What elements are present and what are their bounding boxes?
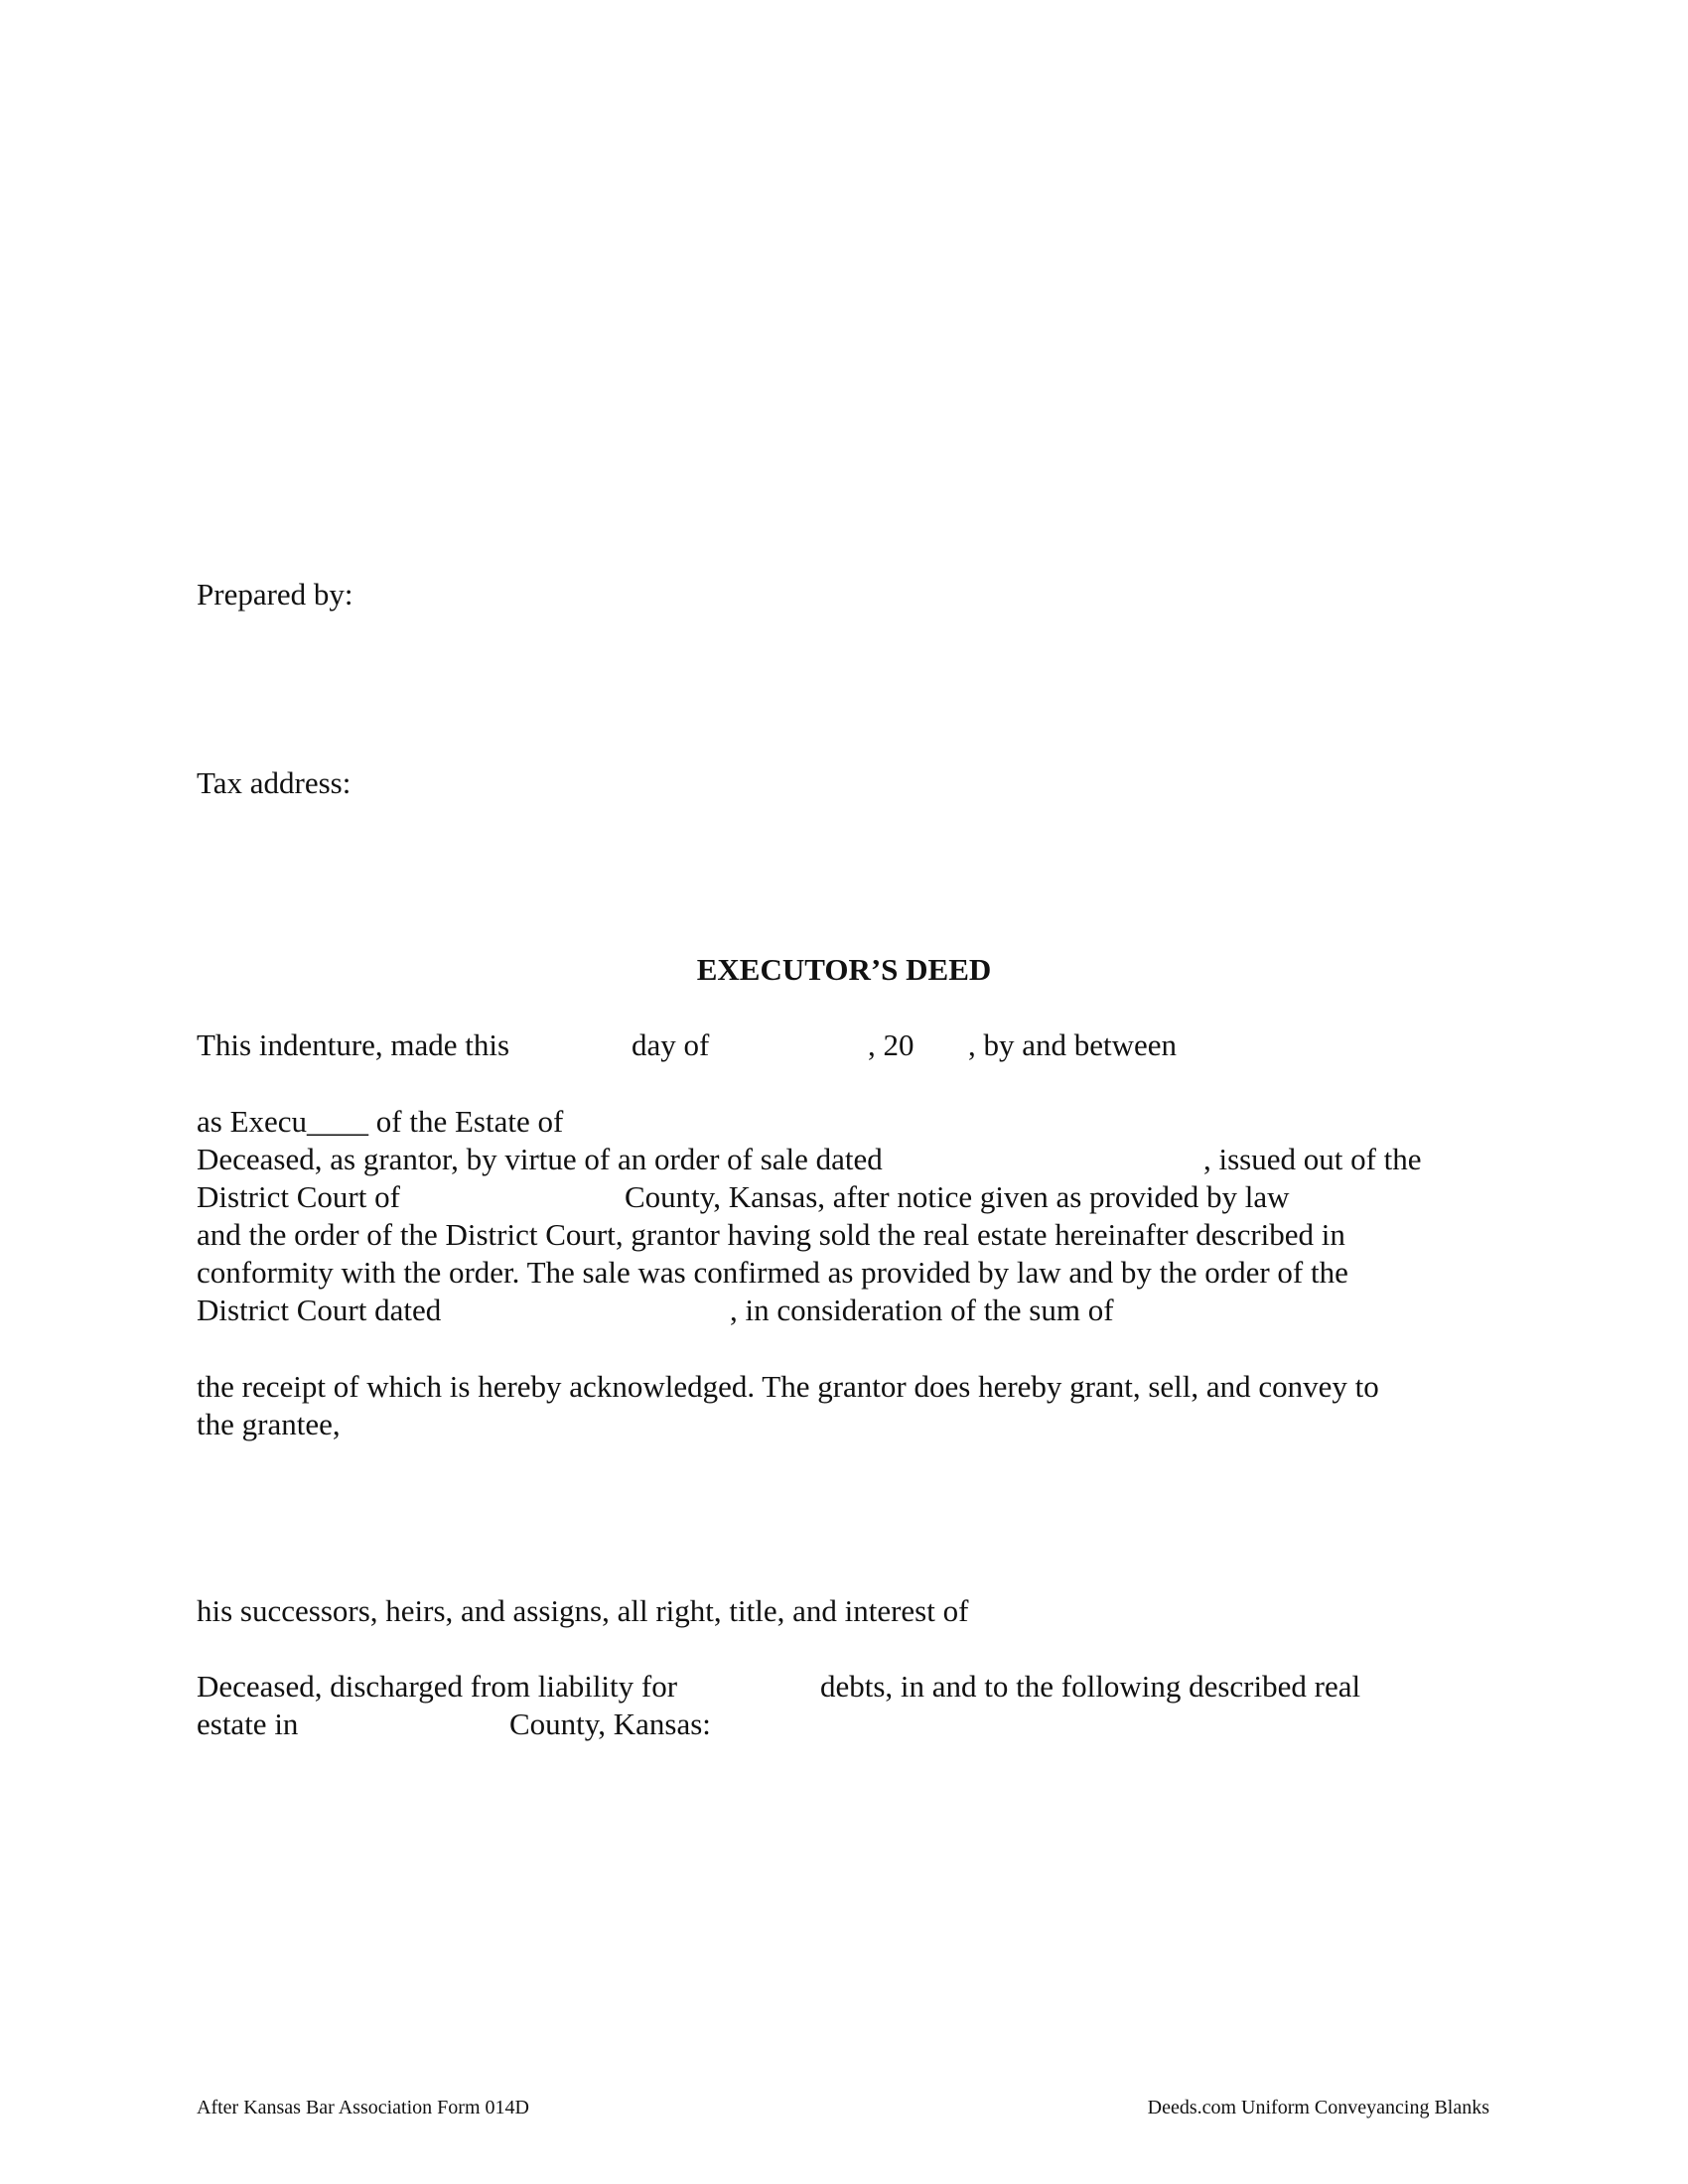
footer-left: After Kansas Bar Association Form 014D bbox=[197, 2097, 529, 2118]
recital-line-3: and the order of the District Court, grantor having sold the real estate hereinafter described in bbox=[197, 1217, 1345, 1252]
successors-line: his successors, heirs, and assigns, all right, title, and interest of bbox=[197, 1593, 969, 1628]
deceased-line-2b: County, Kansas: bbox=[509, 1706, 711, 1741]
deceased-line-1a: Deceased, discharged from liability for bbox=[197, 1669, 678, 1704]
recital-line-1b: , issued out of the bbox=[1203, 1142, 1422, 1176]
recital-line-5a: District Court dated bbox=[197, 1293, 442, 1327]
recital-line-4: conformity with the order. The sale was confirmed as provided by law and by the order of the bbox=[197, 1255, 1348, 1290]
intro-made-this: This indenture, made this bbox=[197, 1027, 510, 1062]
tax-address-label: Tax address: bbox=[197, 765, 352, 800]
deceased-line-1b: debts, in and to the following described real bbox=[820, 1669, 1361, 1704]
recital-line-1a: Deceased, as grantor, by virtue of an order of sale dated bbox=[197, 1142, 883, 1176]
prepared-by-label: Prepared by: bbox=[197, 577, 353, 612]
executor-estate-line: as Execu____ of the Estate of bbox=[197, 1104, 564, 1139]
footer-right: Deeds.com Uniform Conveyancing Blanks bbox=[1147, 2097, 1489, 2118]
recital-line-2a: District Court of bbox=[197, 1179, 400, 1214]
deceased-line-2a: estate in bbox=[197, 1706, 299, 1741]
recital-line-2b: County, Kansas, after notice given as provided by law bbox=[625, 1179, 1290, 1214]
grant-line-1: the receipt of which is hereby acknowledged. The grantor does hereby grant, sell, and convey to bbox=[197, 1369, 1379, 1404]
intro-year: , 20 bbox=[868, 1027, 914, 1062]
intro-by-and-between: , by and between bbox=[968, 1027, 1178, 1062]
grant-line-2: the grantee, bbox=[197, 1407, 341, 1441]
intro-day-of: day of bbox=[632, 1027, 710, 1062]
document-title: EXECUTOR’S DEED bbox=[696, 952, 992, 987]
recital-line-5b: , in consideration of the sum of bbox=[730, 1293, 1114, 1327]
